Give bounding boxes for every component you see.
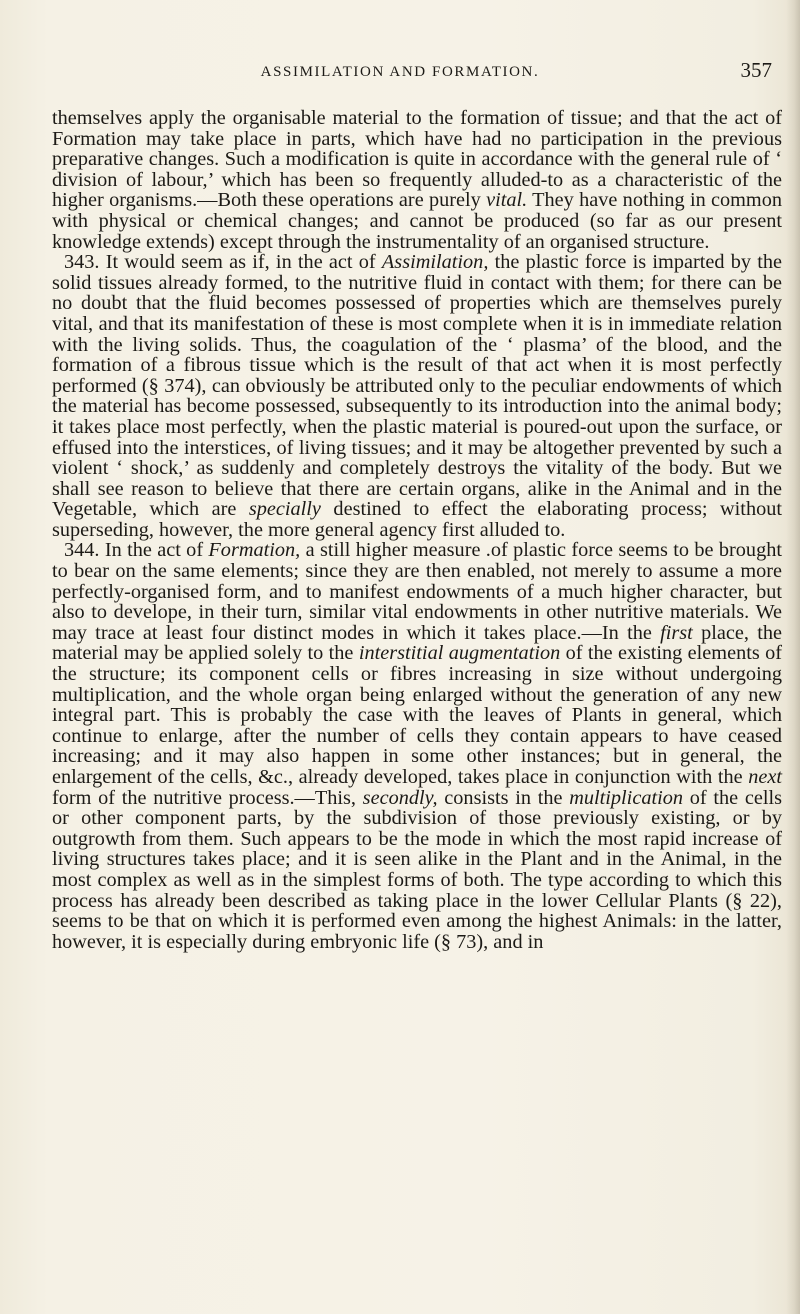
- italic-run: next: [748, 766, 782, 788]
- text-run: 343. It would seem as if, in the act of: [64, 251, 382, 274]
- text-run: consists in the: [437, 786, 570, 809]
- italic-run: specially: [248, 498, 321, 521]
- text-run: form of the nutritive process.—This,: [52, 786, 363, 809]
- page-edge-shadow: [786, 0, 800, 1314]
- text-run: of the cells or other component parts, by the subdivision of those previously existing, or by outgrowth from them. Such appears to be the mode in which the most rapid increase of living structures takes place; and it is seen alike in the Plant and in the Animal, in the most complex as well as in the simplest forms of both. The type according to which this process has already been described as taking place in the lower Cellular Plants (§ 22), seems to be that on which it is performed even among the highest Animals: in the latter, however, it is especially during embryonic life (§ 73), and in: [52, 786, 782, 953]
- text-run: of the existing elements of the structure; its component cells or fibres increasing in size without undergoing multiplication, and the whole organ being enlarged without the generation of any new integral part. This is probably the case with the leaves of Plants in general, which continue to enlarge, after the number of cells they contain appears to have ceased increasing; and it may also happen in some other instances; but in general, the enlargement of the cells, &c., already developed, takes place in conjunction with the: [52, 642, 783, 788]
- paragraph-continuation: [52, 108, 782, 252]
- paragraph-344: [52, 540, 782, 952]
- italic-run: multiplication: [569, 786, 684, 809]
- page-number: 357: [740, 58, 772, 82]
- body-text: [52, 108, 782, 952]
- text-run: 344. In the act of: [64, 539, 209, 562]
- italic-run: first: [660, 621, 693, 644]
- italic-run: vital.: [486, 189, 528, 212]
- italic-run: secondly,: [362, 786, 438, 809]
- italic-run: interstitial augmentation: [358, 642, 561, 665]
- running-head: ASSIMILATION AND FORMATION.: [260, 64, 540, 80]
- text-run: the plastic force is imparted by the solid tissues already formed, to the nutritive fluid in contact with them; for there can be no doubt that the fluid becomes possessed of properties which are themselves purely vital, and that its manifestation of these is most complete when it is in immediate relation with the living solids. Thus, the coagulation of the ‘ plasma’ of the blood, and the formation of a fibrous tissue which is the result of that act when it is most perfectly performed (§ 374), can obviously be attributed only to the peculiar endowments of which the material has become possessed, subsequently to its introduction into the animal body; it takes place most perfectly, when the plastic material is poured-out upon the surface, or effused into the interstices, of living tissues; and it may be altogether prevented by such a violent ‘ shock,’ as suddenly and completely destroys the vitality of the body. But we shall see reason to believe that there are certain organs, alike in the Animal and in the Vegetable, which are: [52, 251, 782, 521]
- paragraph-343: [52, 252, 782, 540]
- text-run: They have nothing in common with physical or chemical changes; and cannot be produced (so far as our present knowledge extends) except through the instrumentality of an organised structure.: [52, 189, 782, 253]
- page-header: [0, 58, 800, 88]
- italic-run: Formation,: [208, 539, 301, 562]
- italic-run: Assimilation,: [381, 251, 489, 274]
- text-run: destined to effect the elaborating process; without superseding, however, the more general agency first alluded to.: [52, 498, 782, 541]
- text-run: a still higher measure .of plastic force seems to be brought to bear on the same elements; since they are then enabled, not merely to assume a more perfectly-organised form, and to manifest endowments of a much higher character, but also to develope, in their turn, similar vital endowments in other nutritive materials. We may trace at least four distinct modes in which it takes place.—In the: [52, 539, 782, 644]
- text-run: themselves apply the organisable material to the formation of tissue; and that the act of Formation may take place in parts, which have had no participation in the previous preparative changes. Such a modification is quite in accordance with the general rule of ‘ division of labour,’ which has been so frequently alluded-to as a characteristic of the higher organisms.—Both these operations are purely: [52, 107, 782, 212]
- text-run: place, the material may be applied solely to the: [52, 621, 782, 665]
